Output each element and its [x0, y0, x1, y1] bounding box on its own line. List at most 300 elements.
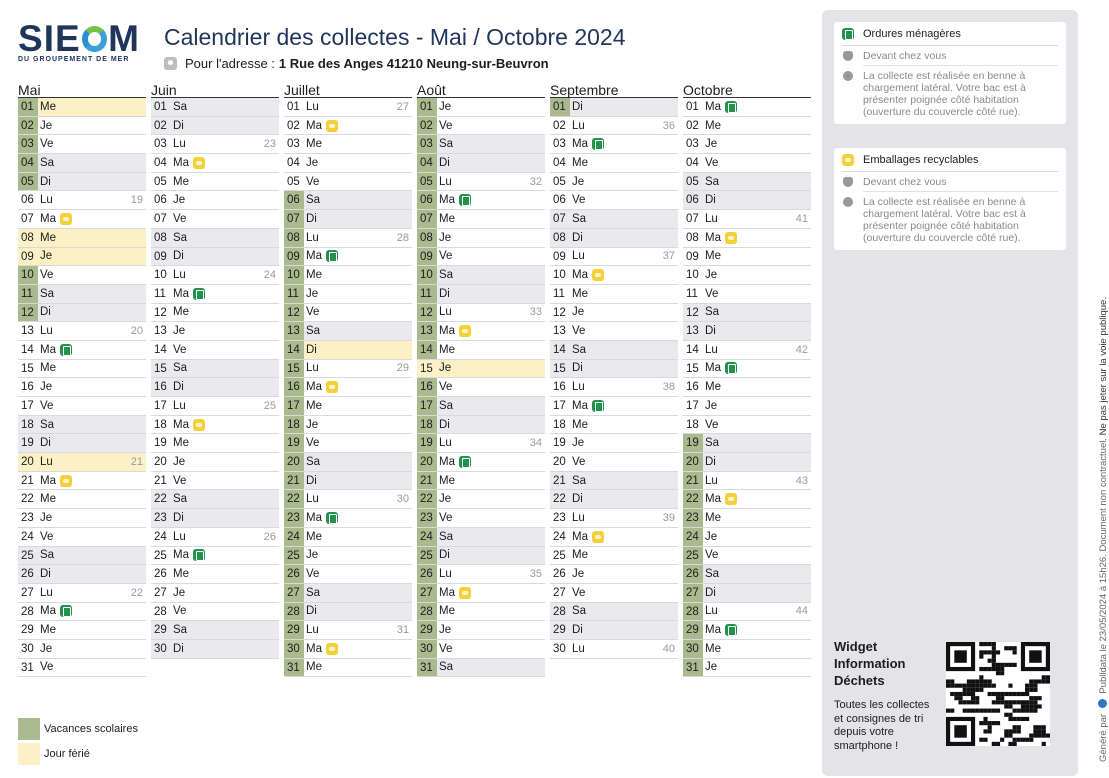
day-abbr: Je [705, 138, 718, 151]
day-row [683, 304, 811, 323]
day-abbr: Je [572, 175, 585, 188]
day-abbr: Ve [705, 287, 719, 300]
day-row [151, 565, 279, 584]
day-number: 05 [154, 175, 167, 188]
recycling-icon [326, 381, 338, 393]
day-row [683, 98, 811, 117]
day-number: 18 [553, 418, 566, 431]
footer-brand: Publidata [1098, 654, 1109, 694]
day-abbr: Je [572, 306, 585, 319]
week-number: 34 [529, 437, 542, 450]
recycling-icon [60, 475, 72, 487]
day-number: 23 [284, 509, 304, 527]
month-name: Mai [18, 82, 146, 98]
day-abbr: Di [173, 381, 184, 394]
day-abbr: Lu [306, 231, 319, 244]
card-ordures-title: Ordures ménagères [863, 28, 961, 40]
day-abbr: Lu [306, 624, 319, 637]
day-abbr: Di [439, 418, 450, 431]
day-number: 30 [683, 640, 703, 658]
week-number: 40 [662, 642, 675, 655]
day-number: 15 [553, 362, 566, 375]
day-abbr: Sa [705, 306, 720, 319]
day-row [18, 397, 146, 416]
day-abbr: Je [40, 381, 53, 394]
day-row [151, 509, 279, 528]
day-row [683, 322, 811, 341]
trash-bin-icon [326, 512, 338, 524]
day-abbr: Lu [439, 568, 452, 581]
day-number: 04 [686, 157, 699, 170]
day-number: 10 [154, 269, 167, 282]
day-number: 16 [154, 381, 167, 394]
day-number: 09 [553, 250, 566, 263]
day-number: 24 [683, 528, 703, 546]
day-row [417, 117, 545, 136]
recycling-icon [459, 587, 471, 599]
day-number: 05 [18, 173, 38, 191]
day-abbr: Lu [572, 511, 585, 524]
recycling-icon [193, 157, 205, 169]
day-row [683, 490, 811, 509]
day-abbr: Me [173, 437, 189, 450]
day-abbr: Di [439, 156, 450, 169]
day-number: 08 [553, 231, 566, 244]
day-row [550, 565, 678, 584]
week-number: 29 [396, 362, 409, 375]
day-abbr: Ve [173, 343, 187, 356]
day-abbr: Di [705, 325, 716, 338]
qr-code-icon[interactable] [946, 642, 1050, 746]
day-abbr: Je [173, 325, 186, 338]
day-abbr: Ma [705, 493, 721, 506]
day-abbr: Sa [40, 287, 55, 300]
day-abbr: Lu [439, 437, 452, 450]
recycling-icon [326, 120, 338, 132]
publidata-icon [1098, 699, 1107, 708]
day-number: 06 [417, 191, 437, 209]
day-abbr: Je [306, 156, 319, 169]
address-line [164, 56, 549, 71]
day-number: 12 [553, 306, 566, 319]
day-number: 02 [18, 117, 38, 135]
day-number: 15 [21, 362, 34, 375]
day-abbr: Me [306, 399, 322, 412]
day-abbr: Di [439, 549, 450, 562]
day-number: 06 [21, 194, 34, 207]
day-row [683, 248, 811, 267]
day-row [18, 565, 146, 584]
day-number: 28 [21, 605, 34, 618]
day-row [417, 360, 545, 379]
day-number: 24 [284, 528, 304, 546]
trash-bin-icon [725, 362, 737, 374]
recycling-icon [592, 269, 604, 281]
day-number: 05 [417, 173, 437, 191]
day-number: 02 [417, 117, 437, 135]
day-row [683, 565, 811, 584]
day-abbr: Sa [705, 568, 720, 581]
day-abbr: Ve [439, 250, 453, 263]
day-abbr: Je [173, 194, 186, 207]
day-number: 13 [417, 322, 437, 340]
card-ordures-header [842, 28, 1058, 46]
day-number: 20 [21, 456, 34, 469]
logo-sub: DU GROUPEMENT DE MER [18, 56, 130, 63]
day-abbr: Di [306, 474, 317, 487]
address-value: 1 Rue des Anges 41210 Neung-sur-Beuvron [278, 56, 549, 71]
day-number: 30 [553, 642, 566, 655]
day-row [151, 360, 279, 379]
day-row [151, 98, 279, 117]
day-number: 30 [154, 642, 167, 655]
day-row [683, 434, 811, 453]
day-number: 28 [553, 605, 566, 618]
day-row [550, 509, 678, 528]
month-name: Août [417, 82, 545, 98]
day-abbr: Sa [439, 530, 454, 543]
day-row [550, 285, 678, 304]
day-number: 11 [18, 285, 38, 303]
day-abbr: Je [306, 287, 319, 300]
day-number: 14 [553, 343, 566, 356]
day-number: 21 [284, 472, 304, 490]
day-number: 01 [287, 101, 300, 113]
day-row [683, 621, 811, 640]
day-abbr: Me [705, 250, 721, 263]
day-number: 03 [18, 135, 38, 153]
day-row [417, 547, 545, 566]
week-number: 42 [795, 343, 808, 356]
week-number: 41 [795, 212, 808, 225]
day-row [18, 191, 146, 210]
day-number: 15 [686, 362, 699, 375]
month-name: Octobre [683, 82, 811, 98]
day-row [417, 378, 545, 397]
day-row [683, 229, 811, 248]
card-recyclables-location-text: Devant chez vous [863, 176, 1058, 192]
day-number: 25 [683, 547, 703, 565]
day-number: 25 [417, 547, 437, 565]
day-row [18, 210, 146, 229]
day-row [18, 528, 146, 547]
day-row [550, 603, 678, 622]
day-row [417, 248, 545, 267]
trash-bin-icon [60, 344, 72, 356]
day-number: 24 [154, 530, 167, 543]
day-number: 19 [154, 437, 167, 450]
day-row [550, 360, 678, 379]
day-row [18, 547, 146, 566]
day-row [550, 304, 678, 323]
day-number: 04 [417, 154, 437, 172]
day-abbr: Di [439, 287, 450, 300]
day-abbr: Di [572, 493, 583, 506]
day-row [417, 210, 545, 229]
day-abbr: Ma [173, 418, 189, 431]
day-abbr: Lu [173, 269, 186, 282]
day-number: 07 [21, 213, 34, 226]
day-abbr: Ve [306, 175, 320, 188]
day-abbr: Me [572, 287, 588, 300]
day-row [550, 490, 678, 509]
week-number: 25 [263, 399, 276, 412]
day-abbr: Sa [306, 455, 321, 468]
day-abbr: Lu [439, 175, 452, 188]
day-row [284, 416, 412, 435]
day-row [550, 210, 678, 229]
day-number: 17 [553, 400, 566, 412]
day-row [550, 191, 678, 210]
footer-date: le 23/05/2024 à 15h26. Document non contractuel. [1098, 438, 1109, 652]
day-number: 19 [417, 434, 437, 452]
day-number: 12 [686, 306, 699, 319]
day-row [417, 509, 545, 528]
day-abbr: Ma [572, 269, 588, 282]
week-number: 27 [396, 100, 409, 113]
day-number: 28 [683, 603, 703, 621]
day-number: 29 [154, 624, 167, 637]
day-row [151, 117, 279, 136]
day-abbr: Ve [173, 474, 187, 487]
day-row [417, 659, 545, 678]
day-row [151, 547, 279, 566]
day-number: 19 [553, 437, 566, 450]
day-abbr: Di [572, 100, 583, 113]
day-row [18, 453, 146, 472]
day-row [550, 154, 678, 173]
day-abbr: Je [705, 661, 718, 674]
day-number: 25 [154, 549, 167, 562]
day-row [284, 640, 412, 659]
day-number: 20 [284, 453, 304, 471]
day-number: 19 [683, 434, 703, 452]
day-abbr: Sa [40, 156, 55, 169]
day-abbr: Me [439, 474, 455, 487]
sieom-logo [18, 18, 140, 63]
day-row [151, 341, 279, 360]
day-row [284, 603, 412, 622]
day-abbr: Me [306, 661, 322, 674]
day-row [683, 584, 811, 603]
day-abbr: Ve [439, 119, 453, 132]
day-abbr: Ma [439, 586, 455, 599]
day-abbr: Me [572, 549, 588, 562]
day-row [550, 528, 678, 547]
day-number: 27 [553, 586, 566, 599]
day-row [18, 266, 146, 285]
location-pin-icon [843, 51, 853, 61]
day-number: 17 [21, 400, 34, 412]
day-number: 31 [284, 659, 304, 677]
day-number: 29 [21, 624, 34, 637]
day-abbr: Sa [173, 231, 188, 244]
card-ordures-info-text: La collecte est réalisée en benne à chargement latéral. Votre bac est à présenter poignée côté habitation (ouverture du couvercle côté rue). [863, 70, 1026, 118]
day-row [151, 266, 279, 285]
day-number: 08 [21, 231, 34, 244]
day-abbr: Je [173, 586, 186, 599]
trash-bin-icon [60, 605, 72, 617]
day-abbr: Me [439, 343, 455, 356]
day-abbr: Ma [439, 194, 455, 207]
day-row [683, 266, 811, 285]
day-number: 14 [686, 343, 699, 356]
day-row [151, 640, 279, 659]
day-abbr: Di [173, 511, 184, 524]
day-row [284, 509, 412, 528]
day-abbr: Ma [572, 399, 588, 412]
location-pin-icon [164, 57, 177, 70]
day-row [151, 490, 279, 509]
day-abbr: Me [40, 362, 56, 375]
day-row [284, 173, 412, 192]
day-number: 21 [21, 474, 34, 487]
day-number: 07 [686, 213, 699, 226]
day-abbr: Di [40, 437, 51, 450]
card-recyclables-info-text: La collecte est réalisée en benne à chargement latéral. Votre bac est à présenter poignée côté habitation (ouverture du couvercle côté rue). [863, 196, 1026, 244]
day-abbr: Lu [173, 138, 186, 151]
day-row [417, 453, 545, 472]
day-number: 22 [154, 493, 167, 506]
day-abbr: Ve [306, 306, 320, 319]
day-number: 27 [284, 584, 304, 602]
day-abbr: Me [439, 212, 455, 225]
week-number: 36 [662, 119, 675, 132]
day-row [18, 360, 146, 379]
day-number: 07 [553, 213, 566, 226]
day-row [151, 154, 279, 173]
day-row [417, 266, 545, 285]
day-row [417, 472, 545, 491]
week-number: 38 [662, 381, 675, 394]
day-abbr: Ve [40, 269, 54, 282]
day-row [18, 98, 146, 117]
day-abbr: Je [40, 119, 53, 132]
day-row [151, 621, 279, 640]
day-abbr: Sa [572, 474, 587, 487]
day-number: 01 [417, 98, 437, 116]
day-row [284, 322, 412, 341]
day-number: 09 [21, 250, 34, 263]
day-number: 05 [553, 175, 566, 188]
day-number: 27 [417, 584, 437, 602]
day-row [550, 266, 678, 285]
day-number: 10 [553, 269, 566, 282]
day-abbr: Sa [40, 418, 55, 431]
day-abbr: Me [572, 156, 588, 169]
day-abbr: Ve [306, 437, 320, 450]
day-row [550, 453, 678, 472]
day-abbr: Ve [40, 530, 54, 543]
day-abbr: Ma [705, 100, 721, 113]
vacation-swatch [18, 718, 40, 740]
day-abbr: Ve [439, 381, 453, 394]
day-row [18, 603, 146, 622]
day-abbr: Lu [306, 100, 319, 113]
day-abbr: Di [572, 624, 583, 637]
day-number: 25 [284, 547, 304, 565]
day-abbr: Sa [306, 586, 321, 599]
month-column [284, 82, 417, 677]
week-number: 35 [529, 568, 542, 581]
day-number: 10 [686, 269, 699, 282]
day-row [417, 322, 545, 341]
day-number: 23 [21, 512, 34, 525]
day-number: 08 [154, 231, 167, 244]
day-number: 01 [686, 101, 699, 113]
day-row [550, 135, 678, 154]
recycling-icon [725, 493, 737, 505]
day-row [284, 360, 412, 379]
day-number: 03 [154, 138, 167, 151]
day-number: 09 [417, 248, 437, 266]
recycling-icon [459, 325, 471, 337]
day-number: 02 [287, 119, 300, 132]
week-number: 39 [662, 511, 675, 524]
day-abbr: Ma [439, 325, 455, 338]
day-abbr: Ve [705, 156, 719, 169]
month-column [550, 82, 683, 677]
day-abbr: Je [439, 493, 452, 506]
day-row [284, 659, 412, 678]
day-row [417, 285, 545, 304]
trash-bin-icon [725, 624, 737, 636]
day-number: 02 [154, 119, 167, 132]
day-row [18, 229, 146, 248]
day-row [550, 547, 678, 566]
day-number: 01 [550, 98, 570, 116]
day-row [550, 322, 678, 341]
day-abbr: Lu [705, 474, 718, 487]
card-recyclables [834, 148, 1066, 250]
day-abbr: Me [572, 418, 588, 431]
day-abbr: Je [705, 530, 718, 543]
trash-bin-icon [592, 400, 604, 412]
trash-bin-icon [725, 101, 737, 113]
day-abbr: Lu [40, 586, 53, 599]
day-abbr: Lu [173, 530, 186, 543]
card-ordures [834, 22, 1066, 124]
day-number: 15 [154, 362, 167, 375]
day-abbr: Ma [306, 511, 322, 524]
day-abbr: Ma [40, 212, 56, 225]
day-number: 27 [21, 586, 34, 599]
recycling-icon [592, 531, 604, 543]
day-row [284, 584, 412, 603]
logo-main: SIE M [18, 18, 140, 59]
day-row [417, 621, 545, 640]
day-number: 07 [154, 213, 167, 226]
day-row [417, 154, 545, 173]
day-abbr: Sa [173, 362, 188, 375]
day-number: 14 [284, 341, 304, 359]
day-row [417, 434, 545, 453]
day-number: 13 [21, 325, 34, 338]
month-name: Juillet [284, 82, 412, 98]
trash-bin-icon [459, 194, 471, 206]
day-number: 17 [686, 400, 699, 412]
day-abbr: Di [306, 212, 317, 225]
day-number: 19 [21, 437, 34, 450]
day-row [683, 547, 811, 566]
day-row [18, 248, 146, 267]
day-abbr: Me [40, 231, 56, 244]
day-row [151, 191, 279, 210]
day-abbr: Je [572, 437, 585, 450]
day-number: 06 [154, 194, 167, 207]
day-row [18, 135, 146, 154]
day-number: 17 [284, 397, 304, 415]
